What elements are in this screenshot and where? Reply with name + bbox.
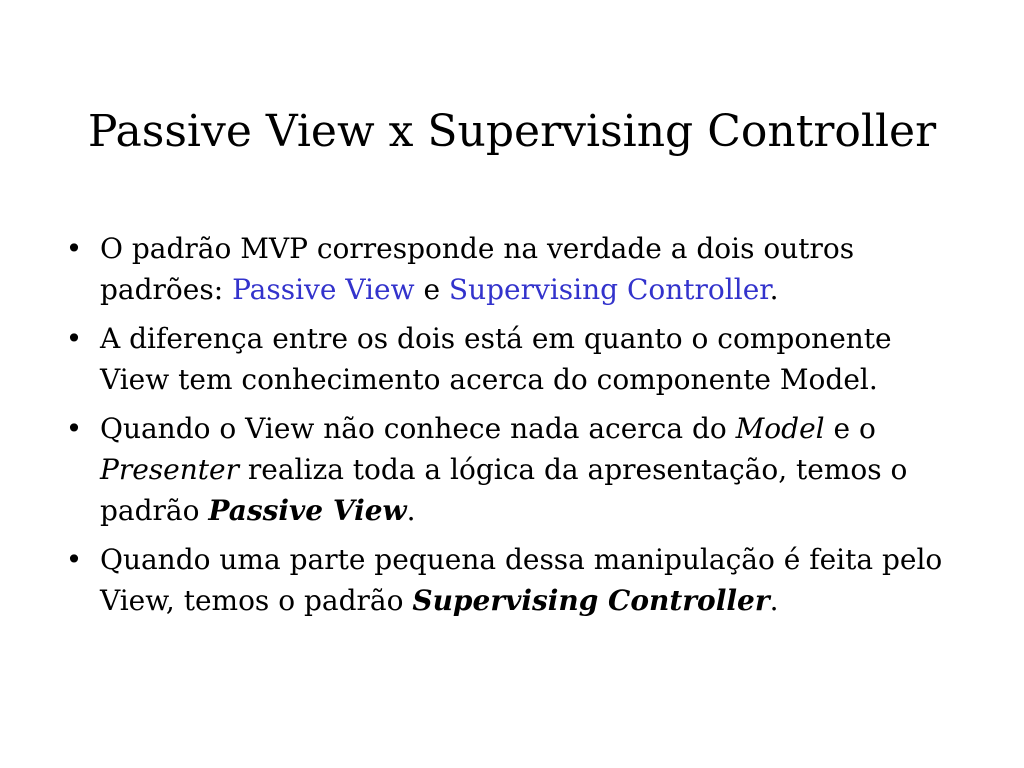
bullet-icon: • bbox=[65, 232, 83, 265]
bullet-text: . bbox=[769, 584, 779, 617]
bullet-text: Quando o View não conhece nada acerca do bbox=[100, 412, 736, 445]
bullet-text: e bbox=[414, 273, 449, 306]
slide-title: Passive View x Supervising Controller bbox=[87, 106, 937, 157]
passive-view-link[interactable]: Passive View bbox=[232, 273, 415, 306]
bullet-text: A diferença entre os dois está em quanto o componente View tem conhecimento acerca do componente Model. bbox=[100, 322, 892, 396]
bullet-text: O padrão MVP corresponde na verdade a dois outros padrões: bbox=[100, 232, 855, 306]
bullet-text: . bbox=[769, 273, 779, 306]
passive-view-term: Passive View bbox=[208, 494, 407, 527]
bullet-text: . bbox=[406, 494, 416, 527]
presenter-term: Presenter bbox=[100, 453, 239, 486]
supervising-controller-link[interactable]: Supervising Controller bbox=[448, 273, 770, 306]
model-term: Model bbox=[735, 412, 825, 445]
bullet-icon: • bbox=[65, 412, 83, 445]
bullet-item bbox=[62, 318, 962, 400]
supervising-controller-term: Supervising Controller bbox=[412, 584, 770, 617]
bullet-item bbox=[62, 228, 962, 310]
bullet-text: realiza toda a lógica da apresentação, temos o padrão bbox=[100, 453, 908, 527]
bullet-list bbox=[62, 228, 962, 629]
bullet-text: Quando uma parte pequena dessa manipulação é feita pelo View, temos o padrão bbox=[100, 543, 943, 617]
bullet-text: e o bbox=[824, 412, 876, 445]
bullet-icon: • bbox=[65, 322, 83, 355]
bullet-icon: • bbox=[65, 543, 83, 576]
bullet-item bbox=[62, 408, 962, 531]
bullet-item bbox=[62, 539, 962, 621]
